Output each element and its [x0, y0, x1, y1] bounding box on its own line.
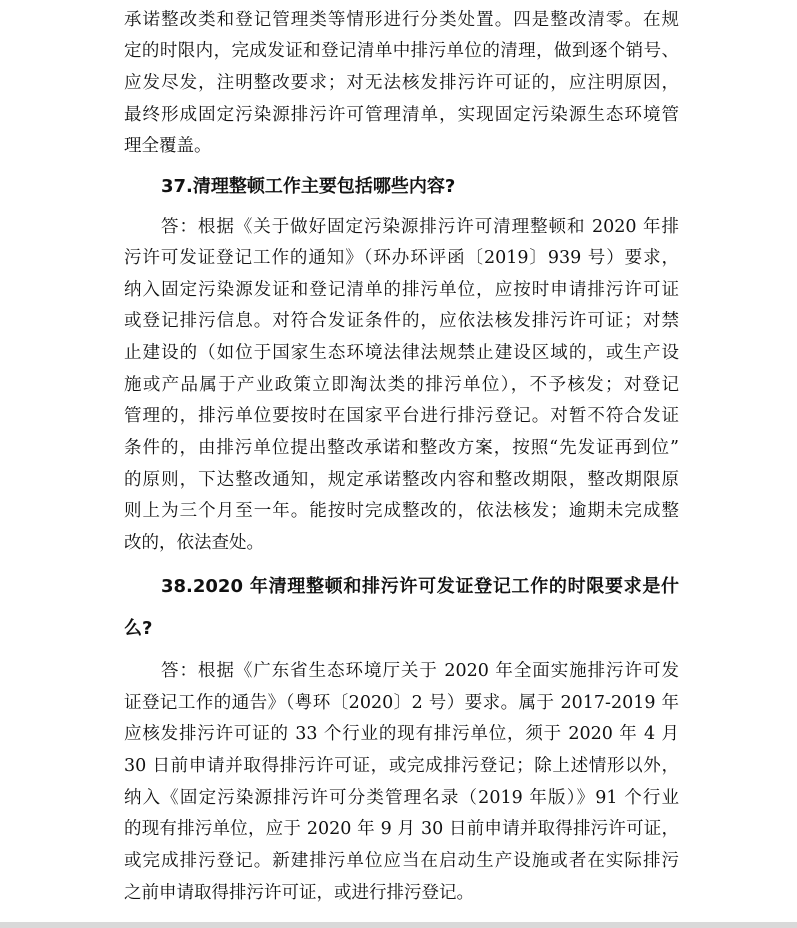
answer-line: 纳入《固定污染源排污许可分类管理名录（2019 年版）》91 个行业	[124, 788, 679, 808]
answer-line: 条件的，由排污单位提出整改承诺和整改方案，按照“先发证再到位”	[124, 438, 679, 458]
answer-line: 的原则，下达整改通知，规定承诺整改内容和整改期限，整改期限原	[124, 470, 679, 490]
answer-line: 污许可发证登记工作的通知》（环办环评函〔2019〕939 号）要求，	[124, 248, 679, 268]
question-37-heading: 37.清理整顿工作主要包括哪些内容?	[161, 176, 456, 197]
answer-line: 则上为三个月至一年。能按时完成整改的，依法核发；逾期未完成整	[124, 501, 679, 521]
question-38-heading-cont: 么?	[124, 618, 153, 639]
paragraph-line: 定的时限内，完成发证和登记清单中排污单位的清理，做到逐个销号、	[124, 41, 679, 61]
answer-line: 管理的，排污单位要按时在国家平台进行排污登记。对暂不符合发证	[124, 406, 679, 426]
answer-line: 之前申请取得排污许可证，或进行排污登记。	[124, 883, 474, 903]
paragraph-line: 应发尽发，注明整改要求；对无法核发排污许可证的，应注明原因，	[124, 73, 679, 93]
paragraph-line: 承诺整改类和登记管理类等情形进行分类处置。四是整改清零。在规	[124, 10, 679, 30]
answer-line: 或完成排污登记。新建排污单位应当在启动生产设施或者在实际排污	[124, 851, 679, 871]
answer-line: 纳入固定污染源发证和登记清单的排污单位，应按时申请排污许可证	[124, 280, 679, 300]
answer-line: 答：根据《广东省生态环境厅关于 2020 年全面实施排污许可发	[161, 661, 679, 681]
answer-line: 应核发排污许可证的 33 个行业的现有排污单位，须于 2020 年 4 月	[124, 724, 679, 744]
answer-line: 或登记排污信息。对符合发证条件的，应依法核发排污许可证；对禁	[124, 311, 679, 331]
answer-line: 30 日前申请并取得排污许可证，或完成排污登记；除上述情形以外，	[124, 756, 679, 776]
question-38-heading: 38.2020 年清理整顿和排污许可发证登记工作的时限要求是什	[161, 576, 679, 597]
answer-line: 改的，依法查处。	[124, 533, 264, 553]
paragraph-line: 理全覆盖。	[124, 136, 212, 156]
paragraph-line: 最终形成固定污染源排污许可管理清单，实现固定污染源生态环境管	[124, 105, 679, 125]
answer-line: 施或产品属于产业政策立即淘汰类的排污单位），不予核发；对登记	[124, 375, 679, 395]
answer-line: 的现有排污单位，应于 2020 年 9 月 30 日前申请并取得排污许可证，	[124, 819, 679, 839]
page-bottom-border	[0, 922, 797, 928]
answer-line: 答：根据《关于做好固定污染源排污许可清理整顿和 2020 年排	[161, 217, 679, 237]
answer-line: 证登记工作的通告》（粤环〔2020〕2 号）要求。属于 2017-2019 年	[124, 693, 679, 713]
answer-line: 止建设的（如位于国家生态环境法律法规禁止建设区域的，或生产设	[124, 343, 679, 363]
